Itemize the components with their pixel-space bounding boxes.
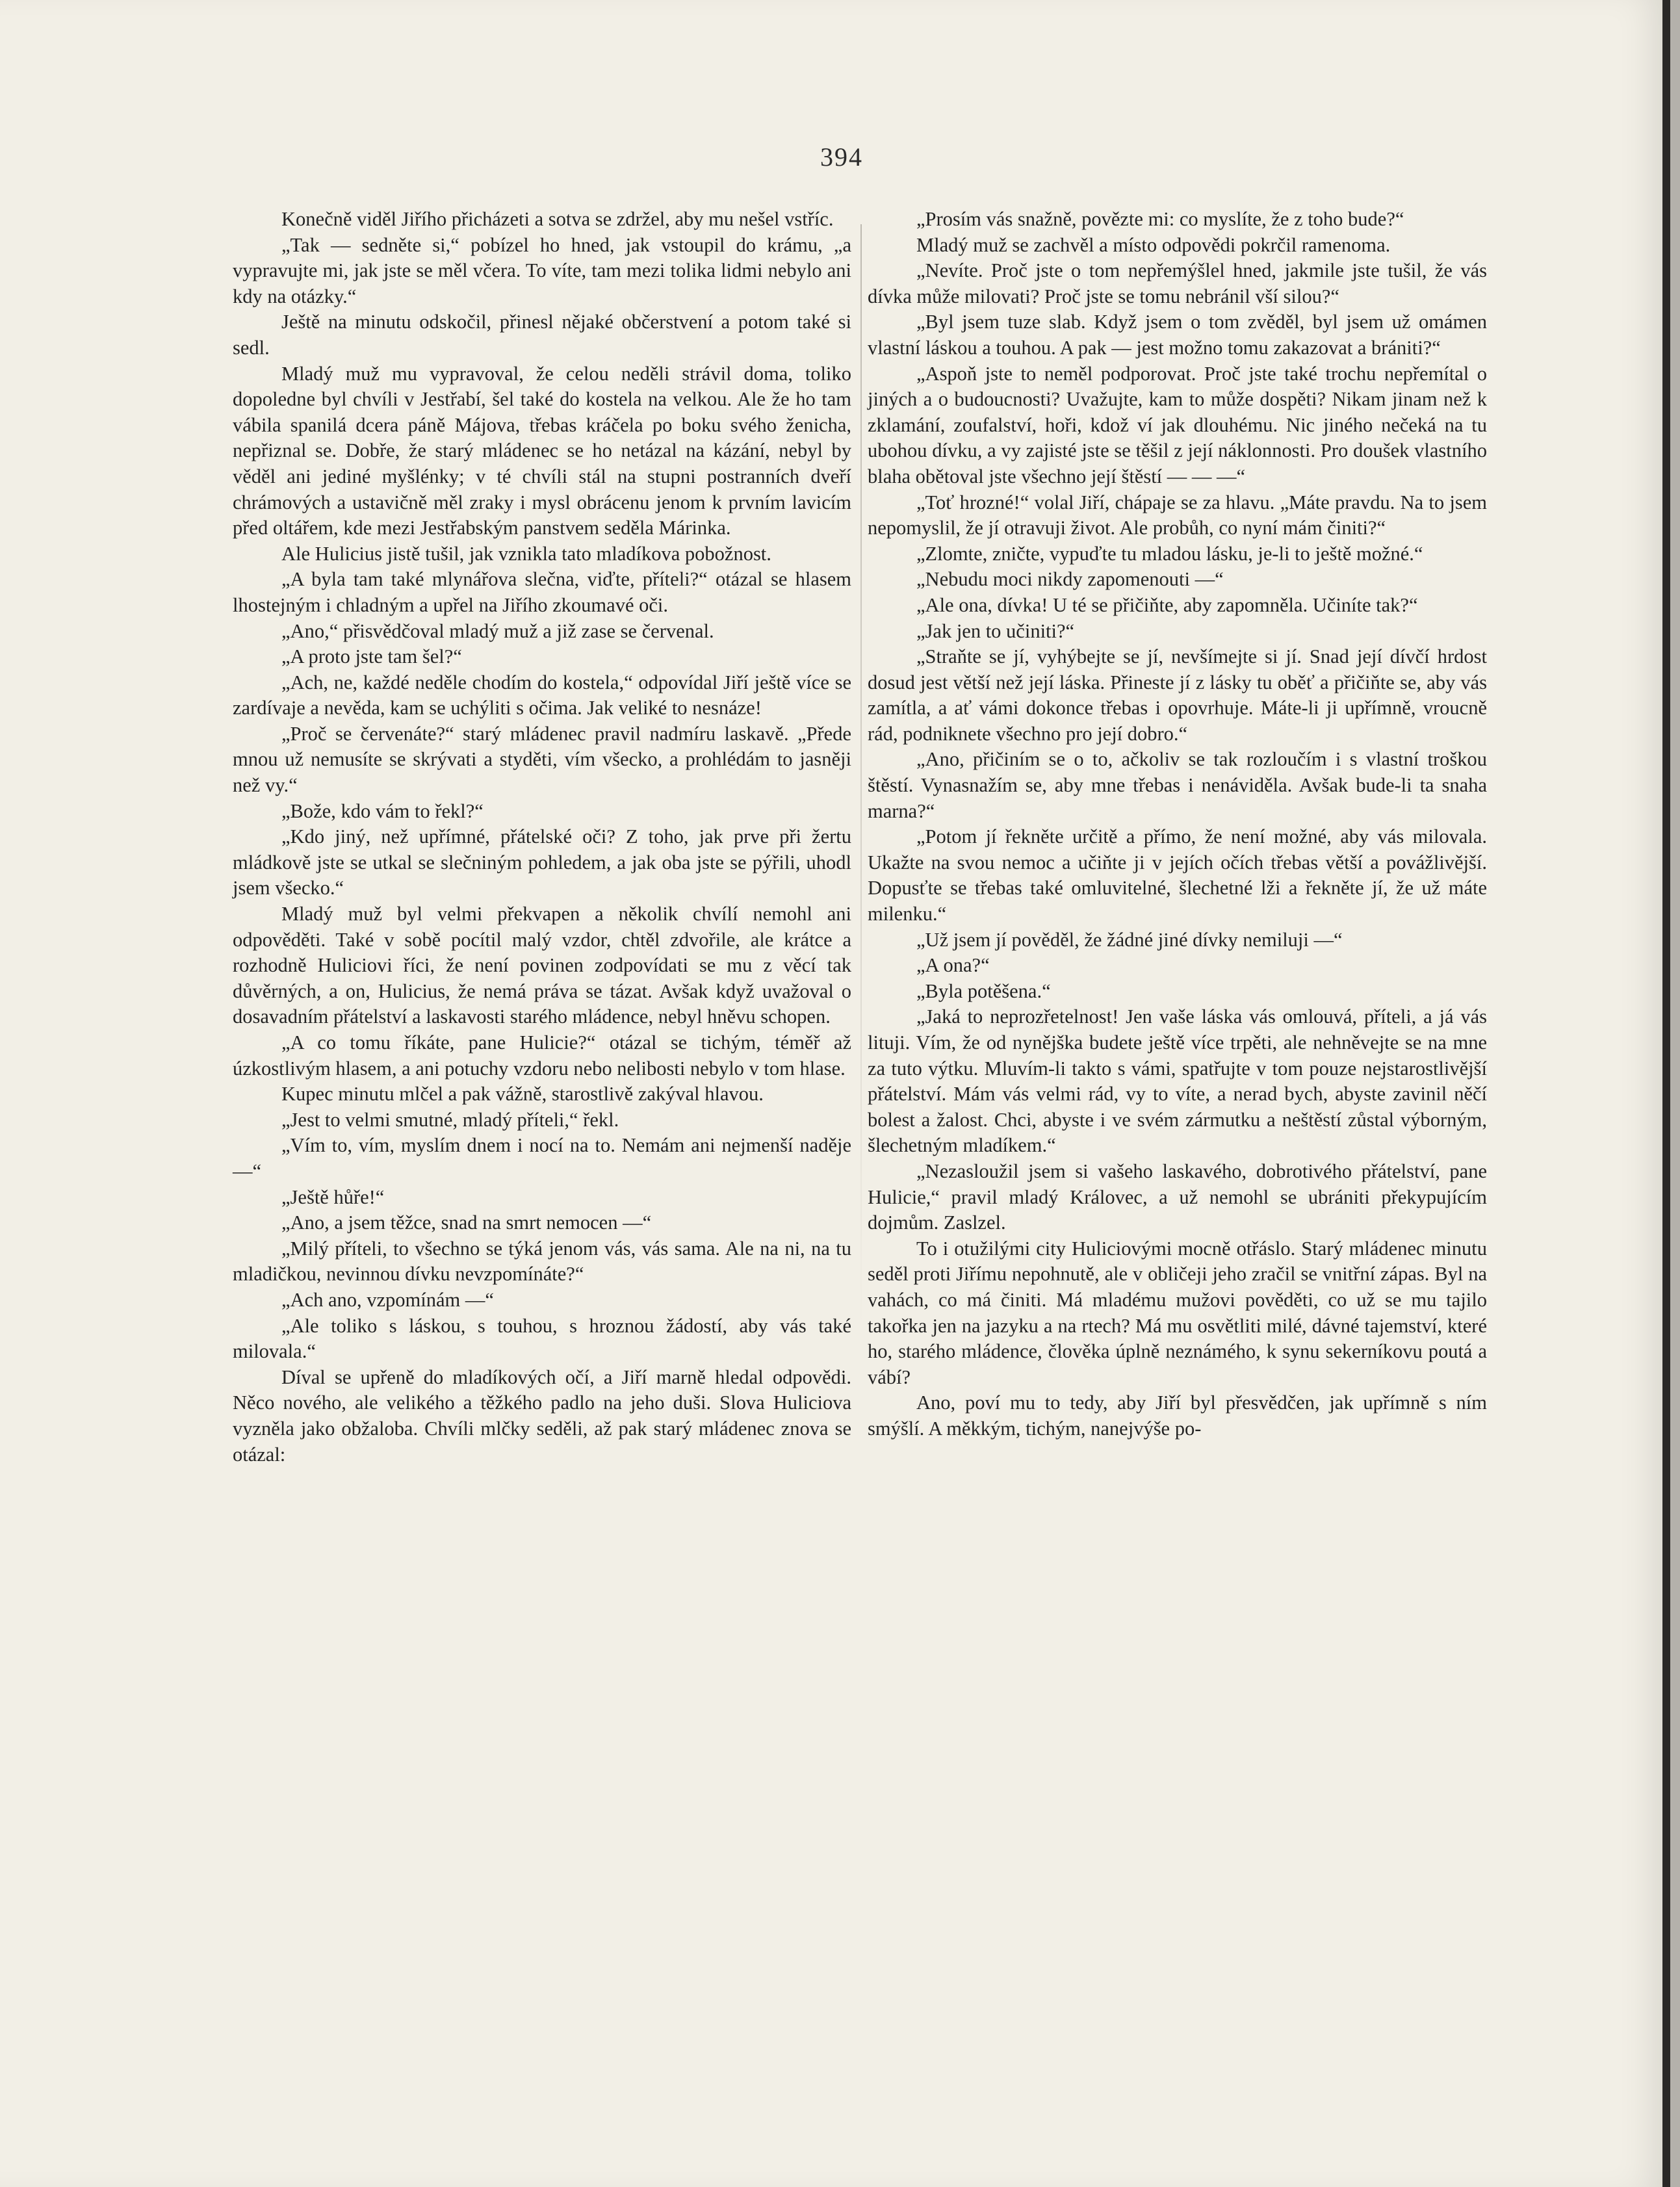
page-edge-shadow — [1662, 0, 1670, 2187]
paragraph: „Ale toliko s láskou, s touhou, s hroznou žádostí, aby vás také milovala.“ — [233, 1314, 851, 1363]
paragraph: „Nezasloužil jsem si vašeho laskavého, dobrotivého přátelství, pane Hulicie,“ pravil mladý Královec, a už nemohl se ubrániti překypujícím dojmům. Zaslzel. — [868, 1159, 1487, 1234]
paragraph: „Aspoň jste to neměl podporovat. Proč jste také trochu nepřemítal o jiných a o budoucnosti? Uvažujte, kam to může dospěti? Nikam jinam než k zklamání, zoufalství, hoři, kdož ví jak dlouhému. Nic jiného nečeká na tu ubohou dívku, a vy zajisté jste se těšil z její náklonnosti. Pro doušek vlastního blaha obětoval jste všechno její štěstí — — —“ — [868, 362, 1487, 487]
paragraph: „Ano, přičiním se o to, ačkoliv se tak rozloučím i s vlastní troškou štěstí. Vynasnažím se, aby mne třebas i nenáviděla. Avšak bude-li ta snaha marna?“ — [868, 748, 1487, 822]
paragraph: „Ano, a jsem těžce, snad na smrt nemocen —“ — [281, 1211, 652, 1234]
paragraph: Ještě na minutu odskočil, přinesl nějaké občerstvení a potom také si sedl. — [233, 311, 851, 359]
paragraph: „Ano,“ přisvědčoval mladý muž a již zase se červenal. — [281, 619, 714, 642]
paragraph: „Zlomte, zničte, vypuďte tu mladou lásku, je-li to ještě možné.“ — [916, 542, 1423, 565]
paragraph: „Ještě hůře!“ — [281, 1185, 385, 1208]
paragraph: „Jest to velmi smutné, mladý příteli,“ řekl. — [281, 1108, 619, 1131]
paragraph: „Jaká to neprozřetelnost! Jen vaše láska vás omlouvá, příteli, a já vás lituji. Vím, že od nynějška budete ještě více trpěti, ale nehněvejte se na mne za tuto výtku. Mluvím-li takto s vámi, spatřujte v tom pouze nejstarostlivější přátelství. Mám vás velmi rád, vy to víte, a nerad bych, abyste zavinil něčí bolest a žalost. Chci, abyste i ve svém zármutku a neštěstí zůstal výborným, šlechetným mladíkem.“ — [868, 1005, 1487, 1157]
paragraph: Mladý muž byl velmi překvapen a několik chvílí nemohl ani odpověděti. Také v sobě pocítil malý vzdor, chtěl zdvořile, ale krátce a rozhodně Huliciovi říci, že není povinen zodpovídati se mu z věcí tak důvěrných, a on, Hulicius, že nemá práva se tázat. Avšak když uvažoval o dosavadním přátelství a laskavosti starého mládence, nebyl hněvu schopen. — [233, 903, 851, 1028]
paragraph: „Byla potěšena.“ — [916, 979, 1051, 1002]
paragraph: Mladý muž mu vypravoval, že celou neděli strávil doma, toliko dopoledne byl chvíli v Jestřabí, šel také do kostela na velkou. Ale že ho tam vábila spanilá dcera páně Májova, třebas kráčela po boku svého ženicha, nepřiznal se. Dobře, že starý mládenec se ho netázal na kázání, nebyl by věděl ani jediné myšlénky; v té chvíli stál na stupni postranních dveří chrámových a ustavičně měl zraky i mysl obrácenu jenom k prvním lavicím před oltářem, kde mezi Jestřabským panstvem seděla Márinka. — [233, 362, 851, 539]
paragraph: „Byl jsem tuze slab. Když jsem o tom zvěděl, byl jsem už omámen vlastní láskou a touhou. A pak — jest možno tomu zakazovat a brániti?“ — [868, 311, 1487, 359]
paragraph: Mladý muž se zachvěl a místo odpovědi pokrčil ramenoma. — [916, 233, 1391, 256]
paragraph: Kupec minutu mlčel a pak vážně, starostlivě zakýval hlavou. — [281, 1083, 764, 1106]
paragraph: Ano, poví mu to tedy, aby Jiří byl přesvědčen, jak upřímně s ním smýšlí. A měkkým, tichým, nanejvýše po- — [868, 1391, 1487, 1440]
paragraph: „Ach ano, vzpomínám —“ — [281, 1288, 494, 1311]
paragraph: „Ach, ne, každé neděle chodím do kostela,“ odpovídal Jiří ještě více se zardívaje a nevěda, kam se uchýliti s očima. Jak veliké to nesnáze! — [233, 671, 851, 719]
column-divider — [860, 224, 862, 1329]
paragraph: „Tak — sedněte si,“ pobízel ho hned, jak vstoupil do krámu, „a vypravujte mi, jak jste se měl včera. To víte, tam mezi tolika lidmi nebylo ani kdy na otázky.“ — [233, 233, 851, 307]
paragraph: Konečně viděl Jiřího přicházeti a sotva se zdržel, aby mu nešel vstříc. — [281, 208, 834, 230]
paragraph: „Milý příteli, to všechno se týká jenom vás, vás sama. Ale na ni, na tu mladičkou, nevinnou dívku nevzpomínáte?“ — [233, 1237, 851, 1286]
paragraph: „Už jsem jí pověděl, že žádné jiné dívky nemiluji —“ — [916, 928, 1343, 951]
paragraph: Díval se upřeně do mladíkových očí, a Jiří marně hledal odpovědi. Něco nového, ale velikého a těžkého padlo na jeho duši. Slova Huliciova vyzněla jako obžaloba. Chvíli mlčky seděli, až pak starý mládenec znova se otázal: — [233, 1365, 851, 1466]
paragraph: „Vím to, vím, myslím dnem i nocí na to. Nemám ani nejmenší naděje —“ — [233, 1134, 851, 1182]
paragraph: „A byla tam také mlynářova slečna, viďte, příteli?“ otázal se hlasem lhostejným i chladným a upřel na Jiřího zkoumavé oči. — [233, 568, 851, 616]
paragraph: „Straňte se jí, vyhýbejte se jí, nevšímejte si jí. Snad její dívčí hrdost dosud jest větší než její láska. Přineste jí z lásky tu oběť a přičiňte se, aby vás zamítla, a ať vámi dokonce třebas i opovrhuje. Máte-li ji upřímně, vroucně rád, podniknete všechno pro její dobro.“ — [868, 645, 1487, 745]
paragraph: „A co tomu říkáte, pane Hulicie?“ otázal se tichým, téměř až úzkostlivým hlasem, a ani potuchy vzdoru nebo nelibosti nebylo v tom hlase. — [233, 1031, 851, 1080]
paragraph: „Jak jen to učiniti?“ — [916, 619, 1075, 642]
paragraph: „Proč se červenáte?“ starý mládenec pravil nadmíru laskavě. „Přede mnou už nemusíte se skrývati a styděti, vím všecko, a prohlédám to jasněji než vy.“ — [233, 722, 851, 797]
paragraph: To i otužilými city Huliciovými mocně otřáslo. Starý mládenec minutu seděl proti Jiřímu nepohnutě, ale v obličeji jeho zračil se vnitřní zápas. Byl na vahách, co má činiti. Má mladému mužovi pověděti, co už se mu tajilo takořka jen na jazyku a na rtech? Má mu osvětliti milé, dávné tajemství, které ho, starého mládence, člověka úplně neznámého, k synu sekerníkovu poutá a vábí? — [868, 1237, 1487, 1388]
paragraph: „Bože, kdo vám to řekl?“ — [281, 799, 484, 822]
paragraph: „Nevíte. Proč jste o tom nepřemýšlel hned, jakmile jste tušil, že vás dívka může milovati? Proč jste se tomu nebránil vší silou?“ — [868, 259, 1487, 307]
left-text-column — [233, 207, 851, 1468]
paragraph: „Potom jí řekněte určitě a přímo, že není možné, aby vás milovala. Ukažte na svou nemoc a učiňte ji v jejích očích třebas větší a povážlivější. Dopusťte se třebas také omluvitelné, šlechetné lži a řekněte jí, že už máte milenku.“ — [868, 825, 1487, 925]
paragraph: „Nebudu moci nikdy zapomenouti —“ — [916, 568, 1224, 591]
paragraph: „Kdo jiný, než upřímné, přátelské oči? Z toho, jak prve při žertu mládkově jste se utkal se slečniným pohledem, a jak oba jste se pýřili, uhodl jsem všecko.“ — [233, 825, 851, 899]
paragraph: „A proto jste tam šel?“ — [281, 645, 462, 668]
scanner-margin — [1670, 0, 1680, 2187]
page-number: 394 — [820, 142, 863, 172]
paragraph: „Toť hrozné!“ volal Jiří, chápaje se za hlavu. „Máte pravdu. Na to jsem nepomyslil, že jí otravuji život. Ale probůh, co nyní mám činiti?“ — [868, 491, 1487, 539]
right-text-column — [868, 207, 1487, 1442]
paragraph: „Prosím vás snažně, povězte mi: co myslíte, že z toho bude?“ — [916, 208, 1404, 230]
paragraph: Ale Hulicius jistě tušil, jak vznikla tato mladíkova pobožnost. — [281, 542, 771, 565]
paragraph: „A ona?“ — [916, 954, 990, 977]
paragraph: „Ale ona, dívka! U té se přičiňte, aby zapomněla. Učiníte tak?“ — [916, 593, 1418, 616]
